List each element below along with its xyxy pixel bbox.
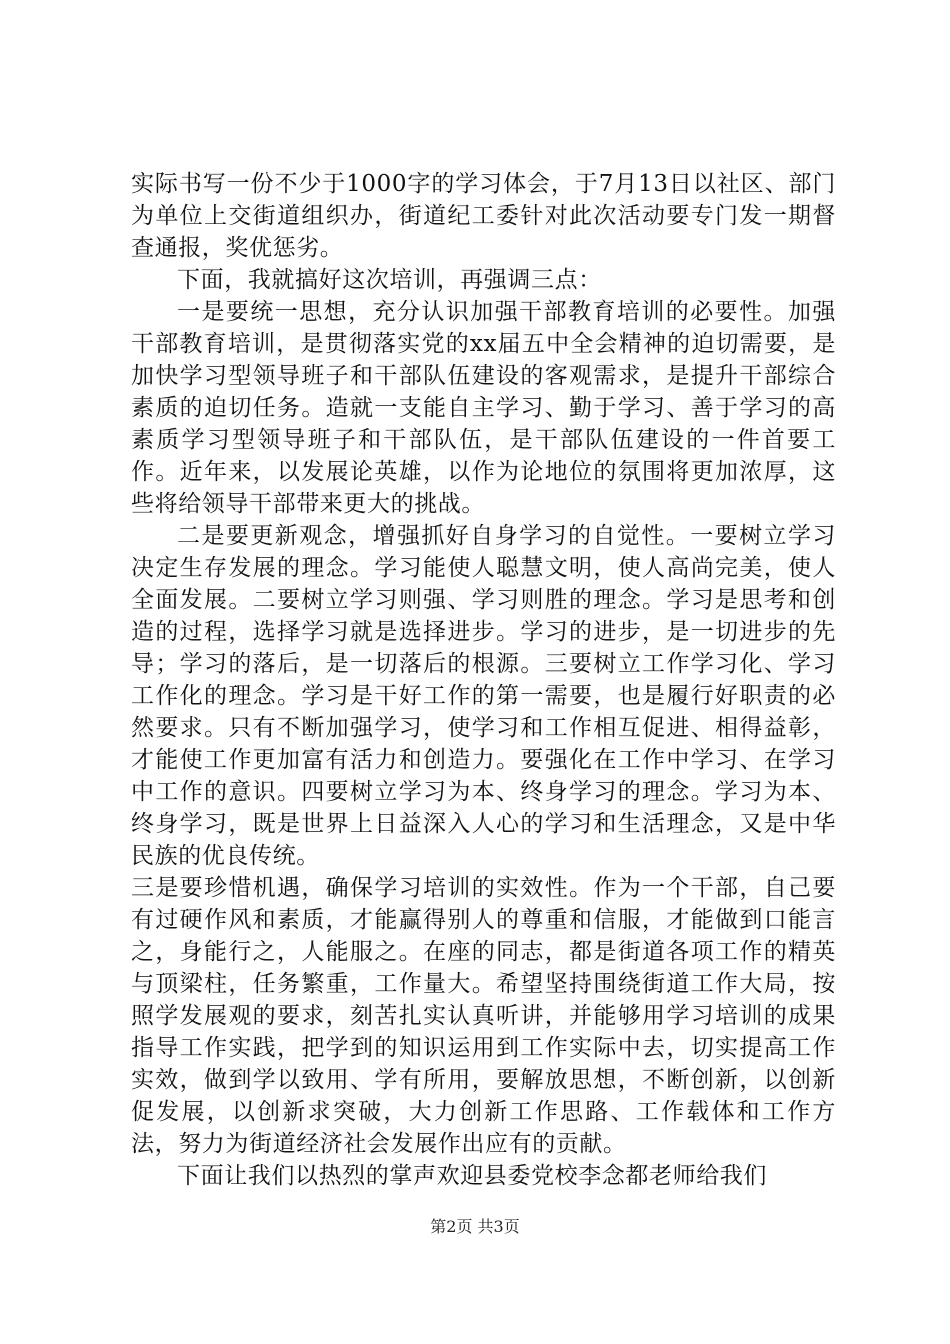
paragraph-closing: 下面让我们以热烈的掌声欢迎县委党校李念都老师给我们 <box>177 1163 767 1189</box>
page-footer <box>0 1214 950 1237</box>
paragraph-intro: 下面，我就搞好这次培训，再强调三点： <box>177 267 602 293</box>
paragraph-point-three: 三是要珍惜机遇，确保学习培训的实效性。作为一个干部，自己要有过硬作风和素质，才能赢得别人的尊重和信服，才能做到口能言之，身能行之，人能服之。在座的同志，都是街道各项工作的精英与顶梁柱，任务繁重，工作量大。希望坚持围绕街道工作大局，按照学发展观的要求，刻苦扎实认真听讲，并能够用学习培训的成果指导工作实践，把学到的知识运用到工作实际中去，切实提高工作实效，做到学以致用、学有所用，要解放思想，不断创新，以创新促发展，以创新求突破，大力创新工作思路、工作载体和工作方法，努力为街道经济社会发展作出应有的贡献。 <box>131 875 836 1157</box>
paragraph-continuation: 实际书写一份不少于1000字的学习体会，于7月13日以社区、部门为单位上交街道组织办，街道纪工委针对此次活动要专门发一期督查通报，奖优惩劣。 <box>131 171 836 261</box>
paragraph-point-two: 二是要更新观念，增强抓好自身学习的自觉性。一要树立学习决定生存发展的理念。学习能使人聪慧文明，使人高尚完美，使人全面发展。二要树立学习则强、学习则胜的理念。学习是思考和创造的过程，选择学习就是选择进步。学习的进步，是一切进步的先导；学习的落后，是一切落后的根源。三要树立工作学习化、学习工作化的理念。学习是干好工作的第一需要，也是履行好职责的必然要求。只有不断加强学习，使学习和工作相互促进、相得益彰，才能使工作更加富有活力和创造力。要强化在工作中学习、在学习中工作的意识。四要树立学习为本、终身学习的理念。学习为本、终身学习，既是世界上日益深入人心的学习和生活理念，又是中华民族的优良传统。 <box>131 523 836 869</box>
paragraph-point-one: 一是要统一思想，充分认识加强干部教育培训的必要性。加强干部教育培训，是贯彻落实党的xx届五中全会精神的迫切需要，是加快学习型领导班子和干部队伍建设的客观需求，是提升干部综合素质的迫切任务。造就一支能自主学习、勤于学习、善于学习的高素质学习型领导班子和干部队伍，是干部队伍建设的一件首要工作。近年来，以发展论英雄，以作为论地位的氛围将更加浓厚，这些将给领导干部带来更大的挑战。 <box>131 299 836 517</box>
page-number: 第2页 共3页 <box>430 1217 520 1236</box>
document-body <box>131 168 836 1192</box>
